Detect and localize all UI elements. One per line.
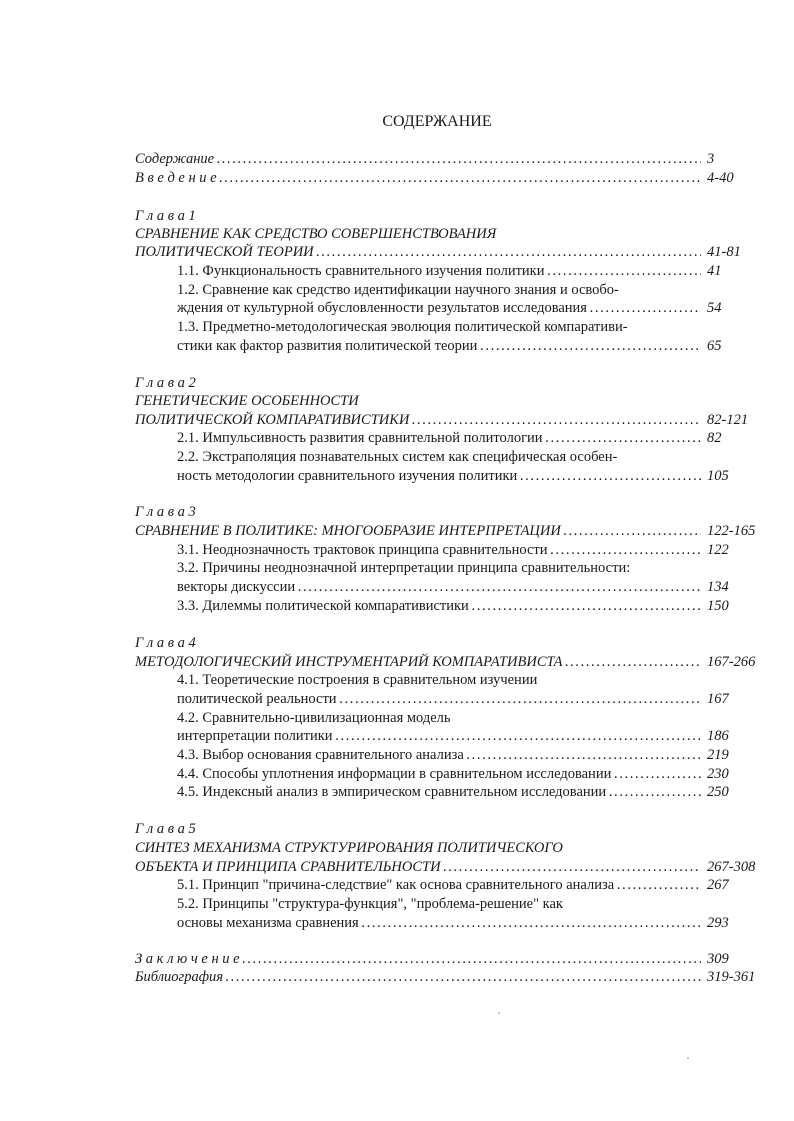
toc-section[interactable]: 3.1. Неоднозначность трактовок принципа сравнительности . . .: [177, 541, 701, 559]
toc-section[interactable]: 4.1. Теоретические построения в сравнительном изучении: [177, 672, 538, 688]
page-title: СОДЕРЖАНИЕ: [382, 113, 492, 130]
toc-page: 4-40: [707, 170, 734, 186]
toc-page: 219: [707, 747, 729, 763]
chapter-title[interactable]: СИНТЕЗ МЕХАНИЗМА СТРУКТУРИРОВАНИЯ ПОЛИТИЧЕСКОГО: [135, 840, 563, 856]
toc-page: 122: [707, 542, 729, 558]
chapter-heading: Г л а в а 1: [135, 208, 196, 224]
toc-page: 134: [707, 579, 729, 595]
toc-section[interactable]: 2.2. Экстраполяция познавательных систем как специфическая особен-: [177, 449, 618, 465]
toc-page: 267: [707, 877, 729, 893]
toc-entry-conclusion[interactable]: З а к л ю ч е н и е . . .: [135, 950, 701, 968]
toc-section[interactable]: 4.4. Способы уплотнения информации в сравнительном исследовании . . .: [177, 765, 701, 783]
chapter-pages: 122-165: [707, 523, 756, 539]
toc-section[interactable]: 4.3. Выбор основания сравнительного анализа . . .: [177, 746, 701, 764]
toc-section[interactable]: 3.2. Причины неоднозначной интерпретации принципа сравнительности:: [177, 560, 631, 576]
toc-section[interactable]: 4.5. Индексный анализ в эмпирическом сравнительном исследовании . . .: [177, 783, 701, 801]
toc-section[interactable]: 5.2. Принципы "структура-функция", "проблема-решение" как: [177, 896, 563, 912]
toc-section[interactable]: ность методологии сравнительного изучения политики . . .: [177, 467, 701, 485]
chapter-title[interactable]: СРАВНЕНИЕ В ПОЛИТИКЕ: МНОГООБРАЗИЕ ИНТЕРПРЕТАЦИИ . . .: [135, 522, 701, 540]
toc-section[interactable]: 1.2. Сравнение как средство идентификации научного знания и освобо-: [177, 282, 619, 298]
toc-page: 309: [707, 951, 729, 967]
toc-section[interactable]: политической реальности . . .: [177, 690, 701, 708]
toc-page: 54: [707, 300, 722, 316]
chapter-pages: 267-308: [707, 859, 756, 875]
toc-section[interactable]: стики как фактор развития политической теории . . .: [177, 337, 701, 355]
toc-page: 167: [707, 691, 729, 707]
toc-section[interactable]: 1.3. Предметно-методологическая эволюция политической компаративи-: [177, 319, 628, 335]
chapter-pages: 82-121: [707, 412, 749, 428]
chapter-pages: 41-81: [707, 244, 741, 260]
scan-speck: [498, 1012, 500, 1014]
scan-speck: [687, 1057, 689, 1059]
toc-page: 65: [707, 338, 722, 354]
toc-section[interactable]: 5.1. Принцип "причина-следствие" как основа сравнительного анализа . . .: [177, 876, 701, 894]
chapter-heading: Г л а в а 5: [135, 821, 196, 837]
toc-page: 150: [707, 598, 729, 614]
chapter-title[interactable]: СРАВНЕНИЕ КАК СРЕДСТВО СОВЕРШЕНСТВОВАНИЯ: [135, 226, 497, 242]
toc-entry-bibliography[interactable]: Библиография . . .: [135, 968, 701, 986]
chapter-heading: Г л а в а 3: [135, 504, 196, 520]
toc-page: 319-361: [707, 969, 756, 985]
toc-entry-introduction[interactable]: В в е д е н и е . . .: [135, 169, 701, 187]
toc-page: 230: [707, 766, 729, 782]
chapter-title[interactable]: ГЕНЕТИЧЕСКИЕ ОСОБЕННОСТИ: [135, 393, 359, 409]
chapter-title[interactable]: ОБЪЕКТА И ПРИНЦИПА СРАВНИТЕЛЬНОСТИ . . .: [135, 858, 701, 876]
toc-page: 105: [707, 468, 729, 484]
toc-page: 3: [707, 151, 715, 167]
toc-page: 293: [707, 915, 729, 931]
toc-page: 250: [707, 784, 729, 800]
toc-section[interactable]: интерпретации политики . . .: [177, 727, 701, 745]
chapter-heading: Г л а в а 2: [135, 375, 196, 391]
toc-section[interactable]: 1.1. Функциональность сравнительного изучения политики . . .: [177, 262, 701, 280]
chapter-title[interactable]: МЕТОДОЛОГИЧЕСКИЙ ИНСТРУМЕНТАРИЙ КОМПАРАТИВИСТА . . .: [135, 653, 701, 671]
toc-section[interactable]: 2.1. Импульсивность развития сравнительной политологии . . .: [177, 429, 701, 447]
chapter-title[interactable]: ПОЛИТИЧЕСКОЙ ТЕОРИИ . . .: [135, 243, 701, 261]
toc-section[interactable]: основы механизма сравнения . . .: [177, 914, 701, 932]
chapter-pages: 167-266: [707, 654, 756, 670]
toc-section[interactable]: 3.3. Дилеммы политической компаративистики . . .: [177, 597, 701, 615]
toc-section[interactable]: векторы дискуссии . . .: [177, 578, 701, 596]
toc-section[interactable]: ждения от культурной обусловленности результатов исследования . . .: [177, 299, 701, 317]
chapter-title[interactable]: ПОЛИТИЧЕСКОЙ КОМПАРАТИВИСТИКИ . . .: [135, 411, 701, 429]
toc-section[interactable]: 4.2. Сравнительно-цивилизационная модель: [177, 710, 451, 726]
toc-page: 82: [707, 430, 722, 446]
toc-entry-contents[interactable]: Содержание . . .: [135, 150, 701, 168]
toc-page: 41: [707, 263, 722, 279]
toc-page: 186: [707, 728, 729, 744]
chapter-heading: Г л а в а 4: [135, 635, 196, 651]
